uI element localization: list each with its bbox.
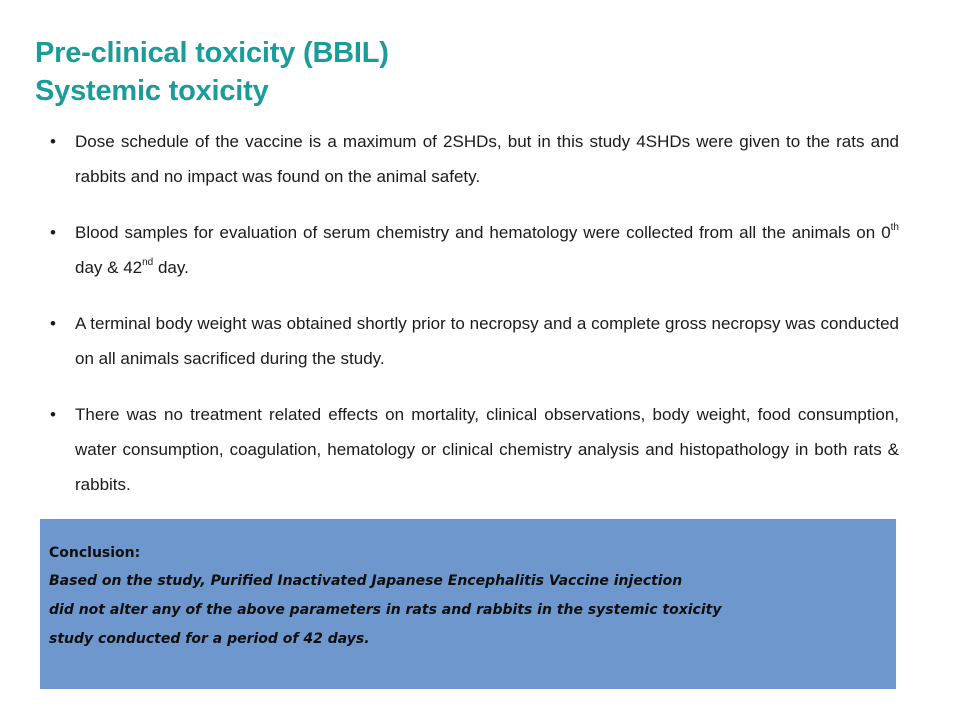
bullet-text: There was no treatment related effects on mortality, clinical observations, body weight, food consumption, water consumption, coagulation, hematology or clinical chemistry analysis and histopathology in both rats & rabbits. (75, 405, 899, 494)
superscript: nd (142, 257, 154, 268)
bullet-text-part: Blood samples for evaluation of serum chemistry and hematology were collected from all the animals on 0 (75, 223, 891, 242)
bullet-text-part: day & 42 (75, 258, 143, 277)
bullet-icon: • (50, 314, 56, 333)
bullet-icon: • (50, 405, 56, 424)
superscript: th (890, 222, 899, 233)
bullet-item-body-weight (50, 306, 899, 376)
conclusion-heading: Conclusion: (49, 545, 141, 561)
slide-title (35, 34, 389, 110)
bullet-icon: • (50, 223, 56, 242)
bullet-text: Dose schedule of the vaccine is a maximum of 2SHDs, but in this study 4SHDs were given to the rats and rabbits and no impact was found on the animal safety. (75, 132, 899, 186)
bullet-item-blood-samples (50, 215, 899, 285)
conclusion-line: did not alter any of the above parameters in rats and rabbits in the systemic toxicity (49, 602, 722, 618)
bullet-text: A terminal body weight was obtained shortly prior to necropsy and a complete gross necropsy was conducted on all animals sacrificed during the study. (75, 314, 899, 368)
title-line-2: Systemic toxicity (35, 75, 269, 107)
title-line-1: Pre-clinical toxicity (BBIL) (35, 37, 389, 69)
conclusion-box (40, 519, 896, 689)
bullet-icon: • (50, 132, 56, 151)
conclusion-line: Based on the study, Purified Inactivated Japanese Encephalitis Vaccine injection (49, 573, 683, 589)
bullet-item-treatment-effects (50, 397, 899, 502)
bullet-text-part: day. (153, 258, 189, 277)
bullet-item-dose-schedule (50, 124, 899, 194)
bullet-list (50, 124, 899, 523)
conclusion-line: study conducted for a period of 42 days. (49, 631, 370, 647)
